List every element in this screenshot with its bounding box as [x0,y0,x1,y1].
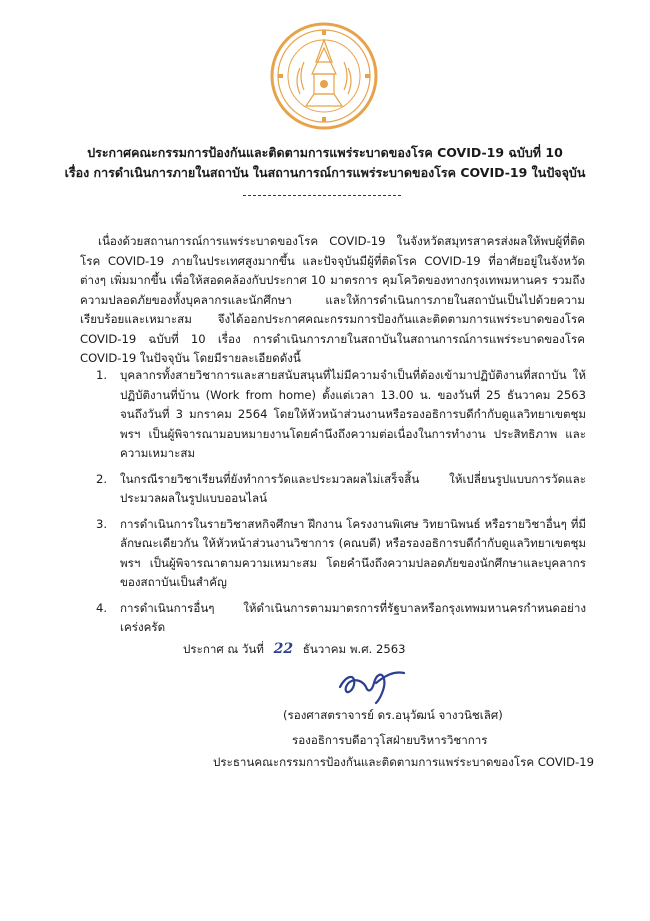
item-text: การดำเนินการอื่นๆ ให้ดำเนินการตามมาตรการที่รัฐบาลหรือกรุงเทพมหานครกำหนดอย่างเคร่งครัด [120,600,586,634]
date-day-handwritten: 22 [273,641,294,657]
item-number: 2. [96,471,108,486]
date-prefix: ประกาศ ณ วันที่ [183,642,264,656]
list-item [96,515,586,593]
intro-paragraph: เนื่องด้วยสถานการณ์การแพร่ระบาดของโรค COVID-19 ในจังหวัดสมุทรสาครส่งผลให้พบผู้ที่ติดโรค COVID-19 ภายในประเทศสูงมากขึ้น และปัจจุบันมีผู้ที่ติดโรค COVID-19 ที่อาศัยอยู่ในจังหวัดต่างๆ เพิ่มมากขึ้น เพื่อให้สอดคล้องกับประกาศ 10 มาตรการ คุมโควิดของทางกรุงเทพมหานคร รวมถึงความปลอดภัยของทั้งบุคลากรและนักศึกษา และให้การดำเนินการภายในสถาบันเป็นไปด้วยความเรียบร้อยและเหมาะสม จึงได้ออกประกาศคณะกรรมการป้องกันและติดตามการแพร่ระบาดของโรค COVID-19 ฉบับที่ 10 เรื่อง การดำเนินการภายในสถาบันในสถานการณ์การแพร่ระบาดของโรค COVID-19 ในปัจจุบัน โดยมีรายละเอียดดังนี้ [80,234,585,365]
date-suffix: ธันวาคม พ.ศ. 2563 [302,642,406,656]
list-item [96,599,586,638]
announcement-subject: เรื่อง การดำเนินการภายในสถาบัน ในสถานการณ์การแพร่ระบาดของโรค COVID-19 ในปัจจุบัน [64,165,586,180]
signer-name: (รองศาสตราจารย์ ดร.อนุวัฒน์ จางวนิชเลิศ) [283,708,503,722]
handwritten-signature-icon [332,657,412,707]
item-text: ในกรณีรายวิชาเรียนที่ยังทำการวัดและประมวลผลไม่เสร็จสิ้น ให้เปลี่ยนรูปแบบการวัดและประมวลผลในรูปแบบออนไลน์ [120,471,586,505]
measures-list [96,366,586,644]
signer-committee-role: ประธานคณะกรรมการป้องกันและติดตามการแพร่ระบาดของโรค COVID-19 [213,755,595,769]
list-item [96,366,586,464]
item-text: บุคลากรทั้งสายวิชาการและสายสนับสนุนที่ไม่มีความจำเป็นที่ต้องเข้ามาปฏิบัติงานที่สถาบัน ให้ปฏิบัติงานที่บ้าน (Work from home) ตั้งแต่เวลา 13.00 น. ของวันที่ 25 ธันวาคม 2563 จนถึงวันที่ 3 มกราคม 2564 โดยให้หัวหน้าส่วนงานหรือรองอธิการบดีกำกับดูแลวิทยาเขตชุมพรฯ เป็นผู้พิจารณามอบหมายงานโดยคำนึงถึงความต่อเนื่องในการทำงาน ประสิทธิภาพ และความเหมาะสม [120,368,586,460]
item-text: การดำเนินการในรายวิชาสหกิจศึกษา ฝึกงาน โครงงานพิเศษ วิทยานิพนธ์ หรือรายวิชาอื่นๆ ที่มีลักษณะเดียวกัน ให้หัวหน้าส่วนงานวิชาการ (คณบดี) หรือรองอธิการบดีกำกับดูแลวิทยาเขตชุมพรฯ เป็นผู้พิจารณาตามความเหมาะสม โดยคำนึงถึงความปลอดภัยของนักศึกษาและบุคลากรของสถาบันเป็นสำคัญ [120,516,586,589]
university-seal-icon [270,22,378,130]
signer-position: รองอธิการบดีอาวุโสฝ่ายบริหารวิชาการ [292,733,488,747]
item-number: 1. [96,368,108,382]
announcement-title: ประกาศคณะกรรมการป้องกันและติดตามการแพร่ระบาดของโรค COVID-19 ฉบับที่ 10 [87,145,563,160]
item-number: 4. [96,600,108,615]
title-divider [243,195,401,196]
list-item [96,470,586,509]
item-number: 3. [96,516,108,531]
